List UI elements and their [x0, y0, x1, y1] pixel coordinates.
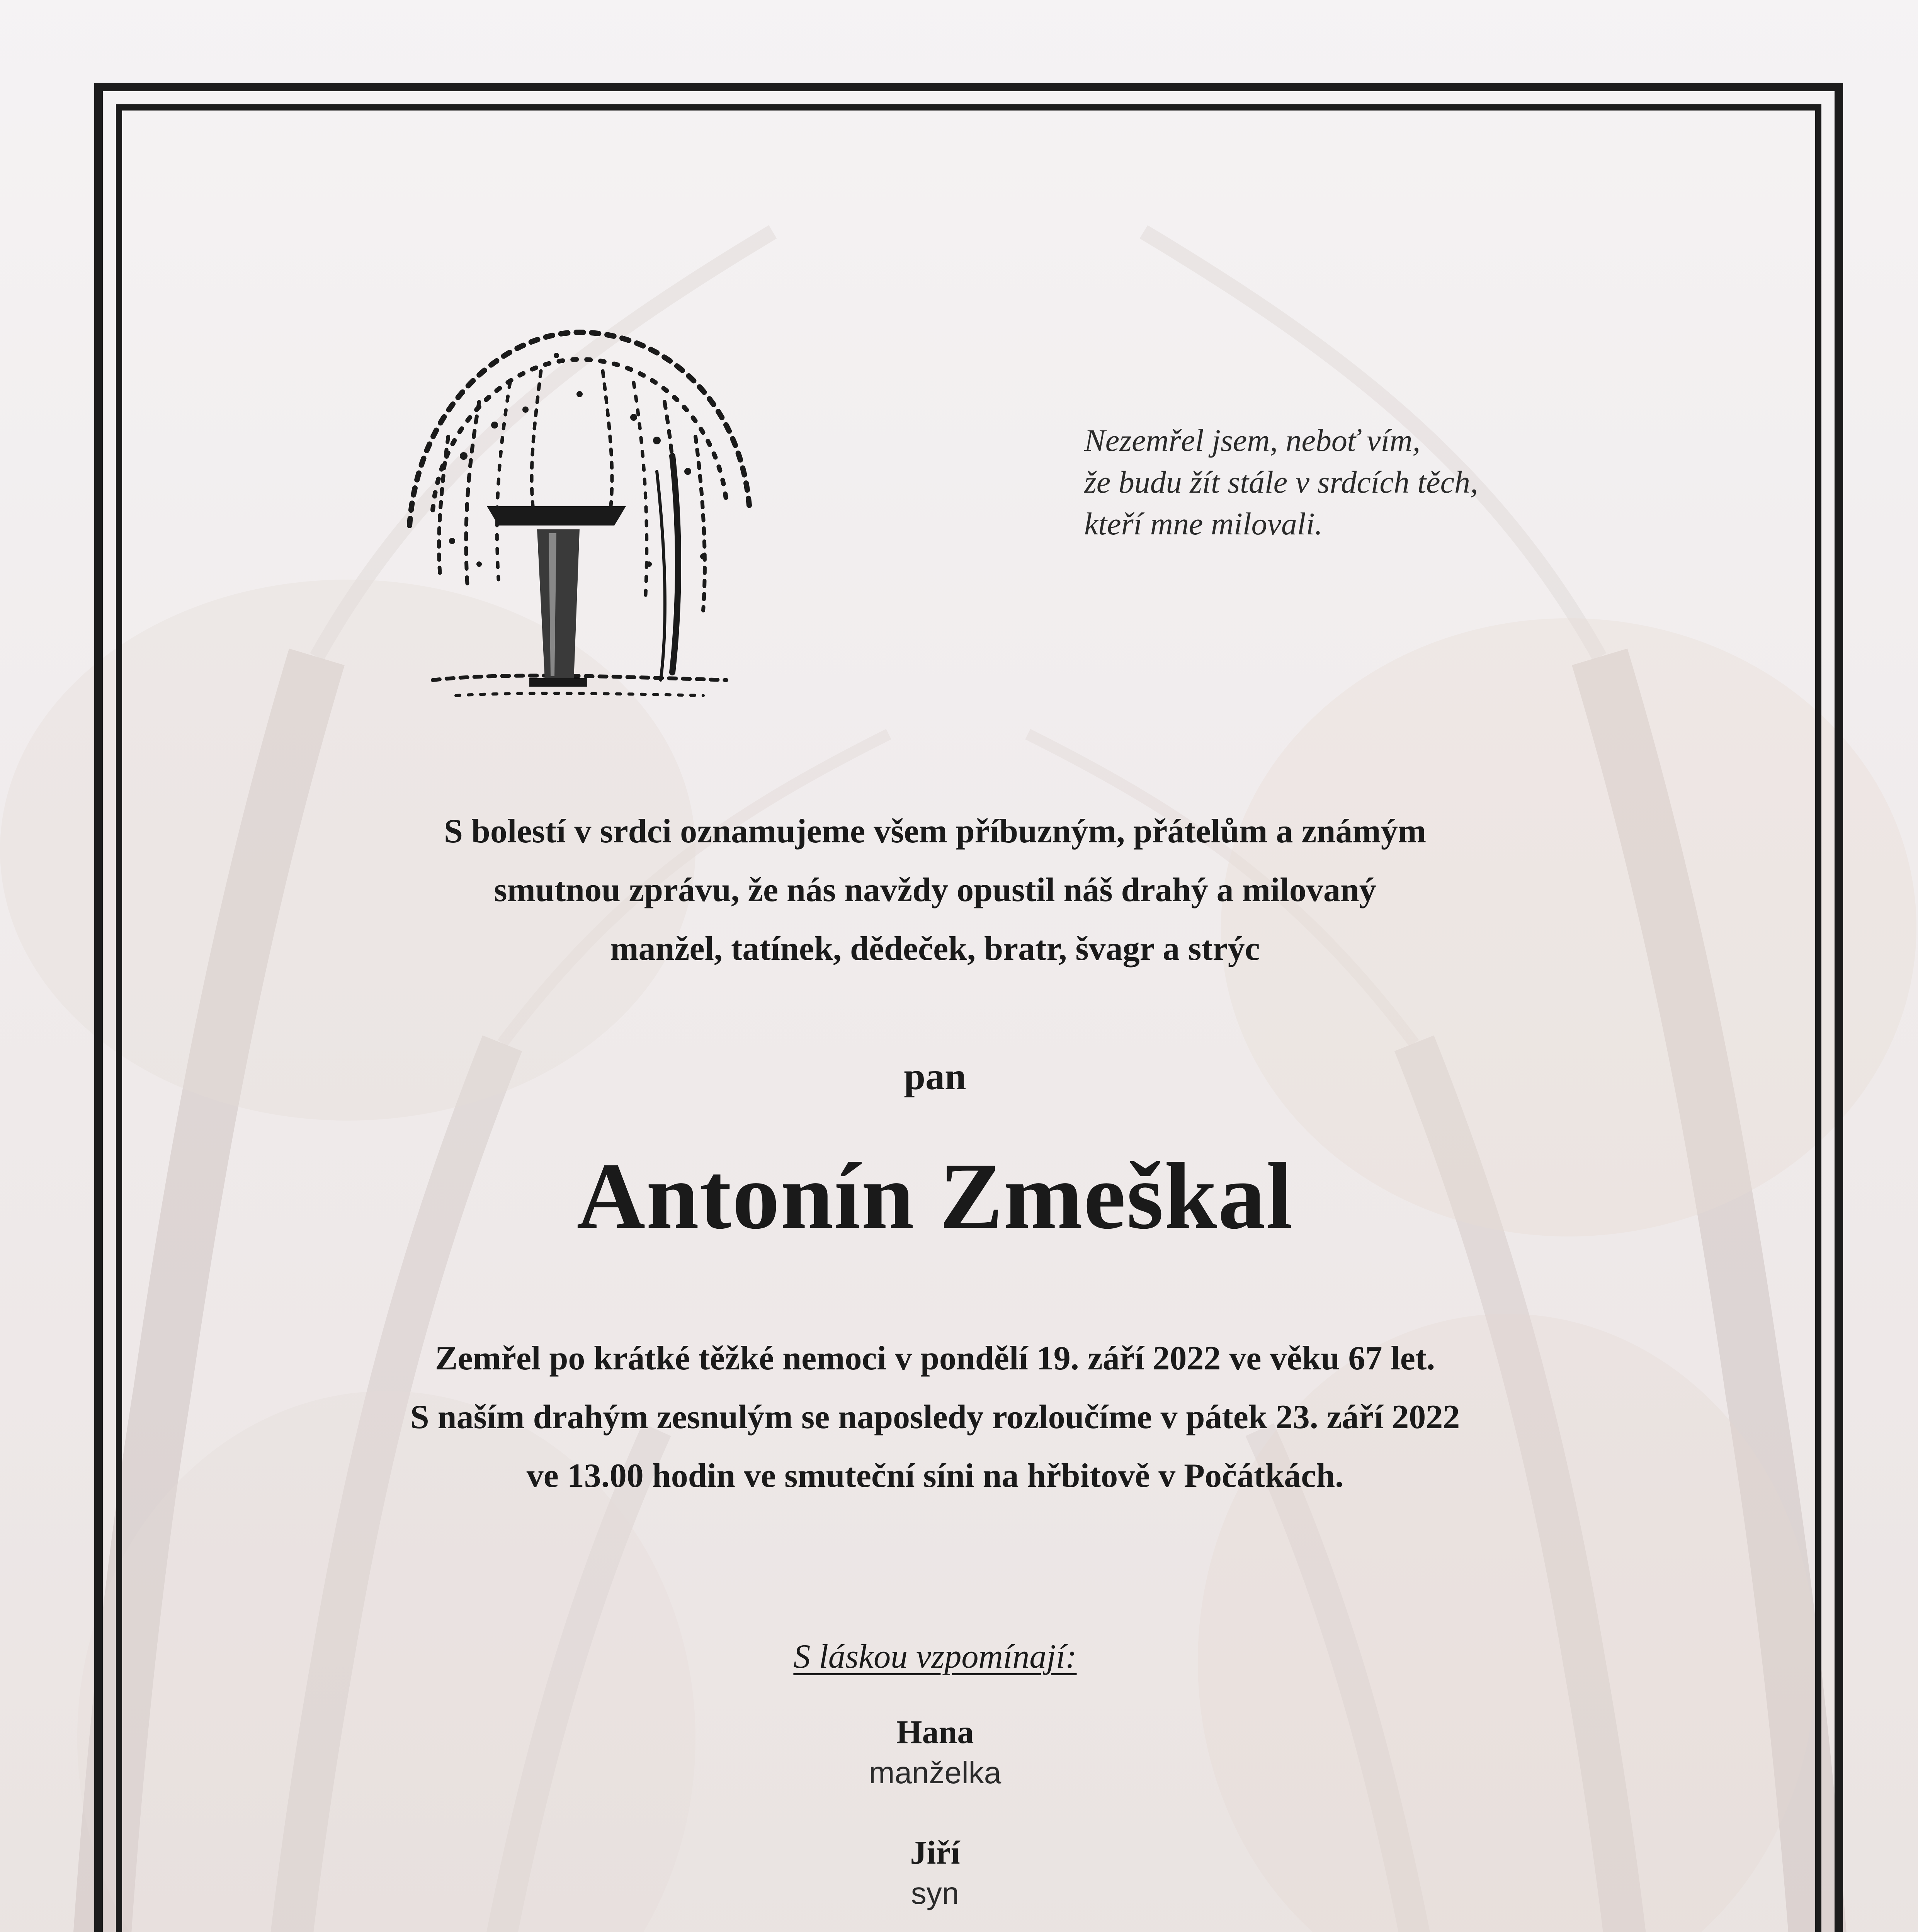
- relative-name: Hana: [896, 1713, 974, 1750]
- death-info-paragraph: [232, 1329, 1638, 1505]
- motto-line-3: kteří mne milovali.: [1084, 506, 1323, 541]
- salutation: pan: [904, 1055, 966, 1098]
- announcement-paragraph: [232, 802, 1638, 978]
- relative-item: [232, 1832, 1638, 1932]
- announcement-line-1: S bolestí v srdci oznamujeme všem příbuzným, přátelům a známým: [444, 813, 1427, 850]
- relative-name: Jiří: [910, 1834, 960, 1871]
- death-info-line-2: S naším drahým zesnulým se naposledy rozloučíme v pátek 23. září 2022: [410, 1398, 1460, 1436]
- motto-line-1: Nezemřel jsem, neboť vím,: [1084, 423, 1421, 458]
- motto-quote: [1084, 420, 1664, 545]
- announcement-line-3: manžel, tatínek, dědeček, bratr, švagr a strýc: [610, 930, 1260, 968]
- deceased-name: Antonín Zmeškal: [576, 1144, 1294, 1249]
- remembrance-heading: [232, 1634, 1638, 1680]
- weeping-tree-birdbath-icon: [363, 309, 780, 726]
- death-info-line-1: Zemřel po krátké těžké nemoci v pondělí 19. září 2022 ve věku 67 let.: [435, 1340, 1435, 1377]
- motto-line-2: že budu žít stále v srdcích těch,: [1084, 464, 1478, 500]
- remembrance-heading-text: S láskou vzpomínají:: [793, 1638, 1077, 1675]
- relatives-list: [232, 1711, 1638, 1932]
- relative-item: [232, 1711, 1638, 1832]
- announcement-line-2: smutnou zprávu, že nás navždy opustil náš drahý a milovaný: [494, 871, 1376, 909]
- death-info-line-3: ve 13.00 hodin ve smuteční síni na hřbitově v Počátkách.: [526, 1457, 1344, 1495]
- relative-role: syn: [911, 1876, 959, 1910]
- relative-role: manželka: [869, 1755, 1002, 1790]
